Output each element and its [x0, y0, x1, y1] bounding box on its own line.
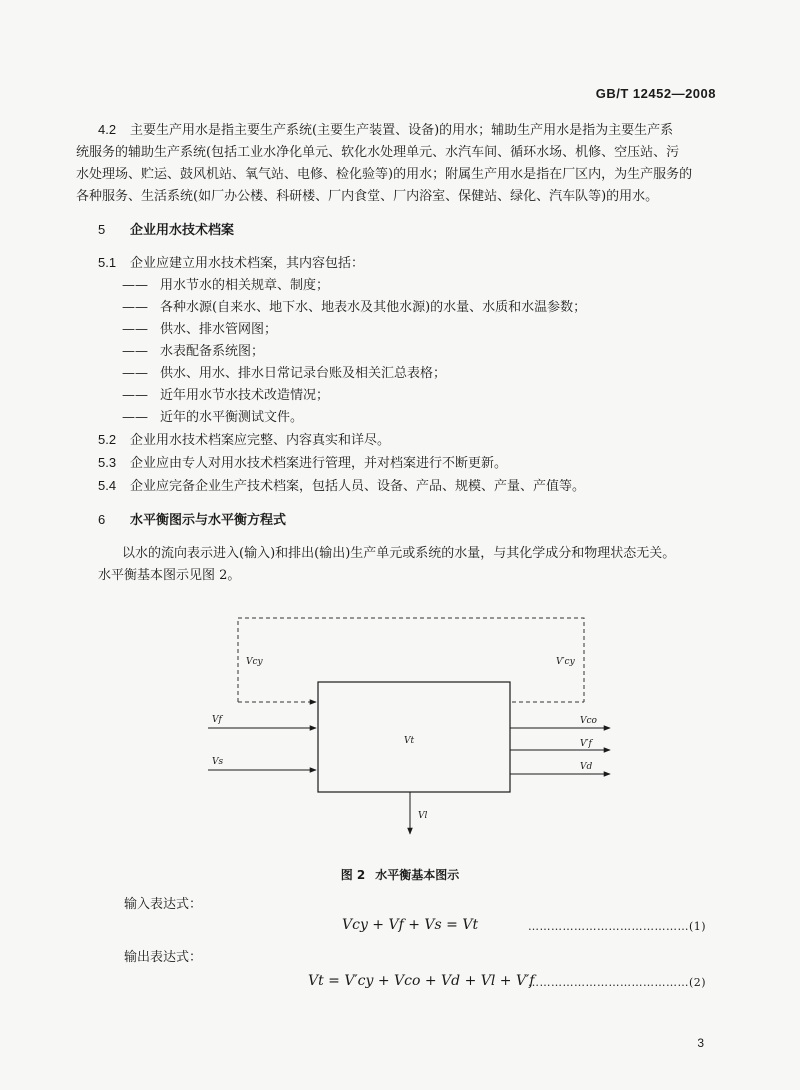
section-5-heading: 5 企业用水技术档案 — [98, 222, 235, 238]
page-number: 3 — [697, 1036, 704, 1050]
section-6-intro-line-1: 以水的流向表示进入(输入)和排出(输出)生产单元或系统的水量，与其化学成分和物理状态无关。 — [122, 546, 676, 561]
equation-2-number: (2) — [689, 976, 707, 989]
list-item: —— 近年用水节水技术改造情况； — [122, 388, 330, 403]
label-vt: Vt — [404, 736, 415, 746]
clause-5-3: 5.3 企业应由专人对用水技术档案进行管理，并对档案进行不断更新。 — [98, 455, 508, 471]
clause-number: 4.2 — [98, 122, 117, 137]
figure-caption: 图 2 水平衡基本图示 — [340, 868, 460, 882]
standard-code: GB/T 12452—2008 — [595, 86, 716, 101]
label-vf-prime: V′f — [580, 739, 592, 749]
equation-1: Vcy + Vf + Vs = Vt — [342, 917, 479, 933]
water-balance-svg — [196, 606, 628, 842]
clause-5-1 — [98, 252, 720, 498]
clause-5-4: 5.4 企业应完备企业生产技术档案，包括人员、设备、产品、规模、产量、产值等。 — [98, 478, 586, 494]
input-expression-label: 输入表达式： — [124, 897, 203, 912]
label-vs: Vs — [212, 757, 224, 767]
equation-2: Vt = V′cy + Vco + Vd + Vl + V′f — [308, 973, 535, 989]
label-vco: Vco — [580, 716, 597, 726]
equation-1-number: (1) — [689, 920, 707, 933]
water-balance-diagram — [196, 606, 628, 842]
label-vcy: Vcy — [246, 657, 263, 667]
section-6-intro — [98, 543, 720, 587]
label-vcy-prime: V′cy — [556, 657, 575, 667]
recycle-loop-dashed — [238, 618, 584, 702]
label-vd: Vd — [580, 762, 593, 772]
clause-4-2-line-2: 统服务的辅助生产系统(包括工业水净化单元、软化水处理单元、水汽车间、循环水场、机修、空压站、污 — [76, 145, 680, 160]
clause-5-1-list — [98, 275, 720, 429]
label-vl: Vl — [418, 811, 428, 821]
clause-4-2-line-1: 4.2 主要生产用水是指主要生产系统(主要生产装置、设备)的用水；辅助生产用水是指为主要生产系 — [98, 119, 720, 142]
list-item: —— 近年的水平衡测试文件。 — [122, 410, 304, 425]
clause-4-2 — [76, 119, 720, 208]
section-6-intro-line-2: 水平衡基本图示见图 2。 — [98, 568, 241, 583]
clause-4-2-line-3: 水处理场、贮运、鼓风机站、氧气站、电修、检化验等)的用水；附属生产用水是指在厂区内，为生产服务的 — [76, 167, 693, 182]
list-item: —— 各种水源(自来水、地下水、地表水及其他水源)的水量、水质和水温参数； — [122, 300, 587, 315]
equation-2-leader: ……………………………………(2) — [528, 976, 707, 989]
list-item: —— 供水、排水管网图； — [122, 322, 278, 337]
list-item: —— 供水、用水、排水日常记录台账及相关汇总表格； — [122, 366, 447, 381]
section-6-heading: 6 水平衡图示与水平衡方程式 — [98, 512, 287, 528]
list-item: —— 水表配备系统图； — [122, 344, 265, 359]
label-vf: Vf — [212, 715, 222, 725]
list-item: —— 用水节水的相关规章、制度； — [122, 278, 330, 293]
clause-5-2: 5.2 企业用水技术档案应完整、内容真实和详尽。 — [98, 432, 391, 448]
equation-1-leader: ……………………………………(1) — [528, 920, 707, 933]
clause-5-1-intro: 5.1 企业应建立用水技术档案，其内容包括： — [98, 255, 365, 271]
output-expression-label: 输出表达式： — [124, 950, 203, 965]
clause-4-2-line-4: 各种服务、生活系统(如厂办公楼、科研楼、厂内食堂、厂内浴室、保健站、绿化、汽车队等)的用水。 — [76, 189, 659, 204]
